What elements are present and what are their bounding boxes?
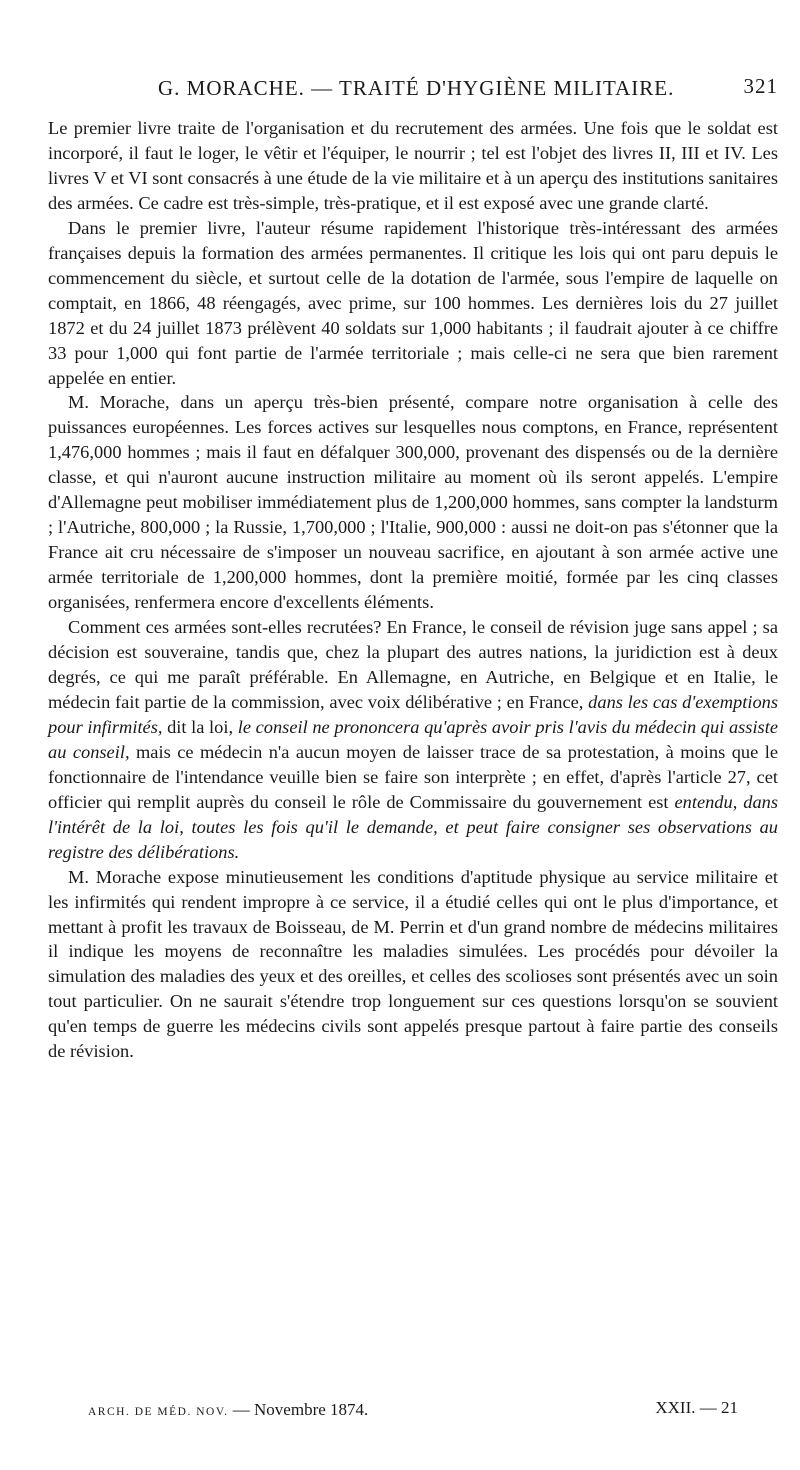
- running-head: [48, 70, 778, 104]
- body-text: [48, 116, 778, 1064]
- volume-sheet: XXII. — 21: [655, 1398, 738, 1417]
- paragraph-1: [48, 116, 778, 216]
- footer-date: — Novembre 1874.: [232, 1400, 369, 1419]
- paragraph-4: [48, 615, 778, 865]
- paragraph-3: [48, 390, 778, 615]
- journal-abbrev: ARCH. DE MÉD. NOV.: [88, 1406, 229, 1418]
- running-title: G. MORACHE. — TRAITÉ D'HYGIÈNE MILITAIRE.: [158, 76, 675, 100]
- paragraph-text: mais ce médecin n'a aucun moyen de laisser trace de sa protestation, à moins que le fonctionnaire de l'intendance veuille bien se faire son interprète ; en effet, d'après l'article 27, cet officier qui remplit auprès du conseil le rôle de Commissaire du gouvernement est: [48, 741, 778, 812]
- paragraph-text: Le premier livre traite de l'organisation et du recrutement des armées. Une fois que le soldat est incorporé, il faut le loger, le vêtir et l'équiper, le nourrir ; tel est l'objet des livres II, III et IV. Les livres V et VI sont consacrés à une étude de la vie militaire et à un aperçu des institutions sanitaires des armées. Ce cadre est très-simple, très-pratique, et il est exposé avec une grande clarté.: [48, 118, 778, 213]
- paragraph-5: [48, 865, 778, 1065]
- paragraph-text: Dans le premier livre, l'auteur résume rapidement l'historique très-intéressant des armées françaises depuis la formation des armées permanentes. Il critique les lois qui ont paru depuis le commencement du siècle, et surtout celle de la dotation de l'armée, sous l'empire de laquelle on comptait, en 1866, 48 réengagés, avec prime, sur 100 hommes. Les dernières lois du 27 juillet 1872 et du 24 juillet 1873 prélèvent 40 soldats sur 1,000 habitants ; il faudrait ajouter à ce chiffre 33 pour 1,000 qui font partie de l'armée territoriale ; mais celle-ci ne sera que bien rarement appelée en entier.: [48, 217, 778, 388]
- italic-quote: entendu, dans l'intérêt de la loi, toutes les fois qu'il le demande, et peut faire consigner ses observations au registre des délibérations.: [48, 791, 778, 862]
- paragraph-text: Comment ces armées sont-elles recrutées? En France, le conseil de révision juge sans appel ; sa décision est souveraine, tandis que, chez la plupart des autres nations, la juridiction est à deux degrés, ce qui me paraît préférable. En Allemagne, en Autriche, en Belgique et en Italie, le médecin fait partie de la commission, avec voix délibérative ; en France,: [48, 617, 778, 712]
- footer-journal: [88, 1400, 368, 1420]
- paragraph-text: M. Morache expose minutieusement les conditions d'aptitude physique au service militaire et les infirmités qui rendent impropre à ce service, il a étudié celles qui ont le plus d'importance, et mettant à profit les travaux de Boisseau, de M. Perrin et d'un grand nombre de médecins militaires il indique les moyens de reconnaître les maladies simulées. Les procédés pour dévoiler la simulation des maladies des yeux et des oreilles, et celles des scolioses sont présentés avec un soin tout particulier. On ne saurait s'étendre trop longuement sur ces questions lorsqu'on se souvient qu'en temps de guerre les médecins civils sont appelés presque partout à faire partie des conseils de révision.: [48, 866, 778, 1062]
- italic-quote: le conseil ne prononcera qu'après avoir pris l'avis du médecin qui assiste au conseil,: [48, 716, 778, 762]
- paragraph-text: M. Morache, dans un aperçu très-bien présenté, compare notre organisation à celle des puissances européennes. Les forces actives sur lesquelles nous comptons, en France, représentent 1,476,000 hommes ; mais il faut en défalquer 300,000, provenant des dispensés ou de la dernière classe, et qui n'auront aucune instruction militaire au moment où ils seront appelés. L'empire d'Allemagne peut mobiliser immédiatement plus de 1,200,000 hommes, sans compter la landsturm ; l'Autriche, 800,000 ; la Russie, 1,700,000 ; l'Italie, 900,000 : aussi ne doit-on pas s'étonner que la France ait cru nécessaire de s'imposer un nouveau sacrifice, en ajoutant à son armée active une armée territoriale de 1,200,000 hommes, dont la première moitié, formée par les cinq classes organisées, renfermera encore d'excellents éléments.: [48, 392, 778, 613]
- page-footer: [48, 1398, 778, 1422]
- paragraph-2: [48, 216, 778, 391]
- page: [48, 70, 778, 1419]
- italic-quote: dans les cas d'exemptions pour infirmités,: [48, 691, 778, 737]
- page-number: 321: [743, 74, 778, 98]
- paragraph-text: dit la loi,: [162, 716, 238, 737]
